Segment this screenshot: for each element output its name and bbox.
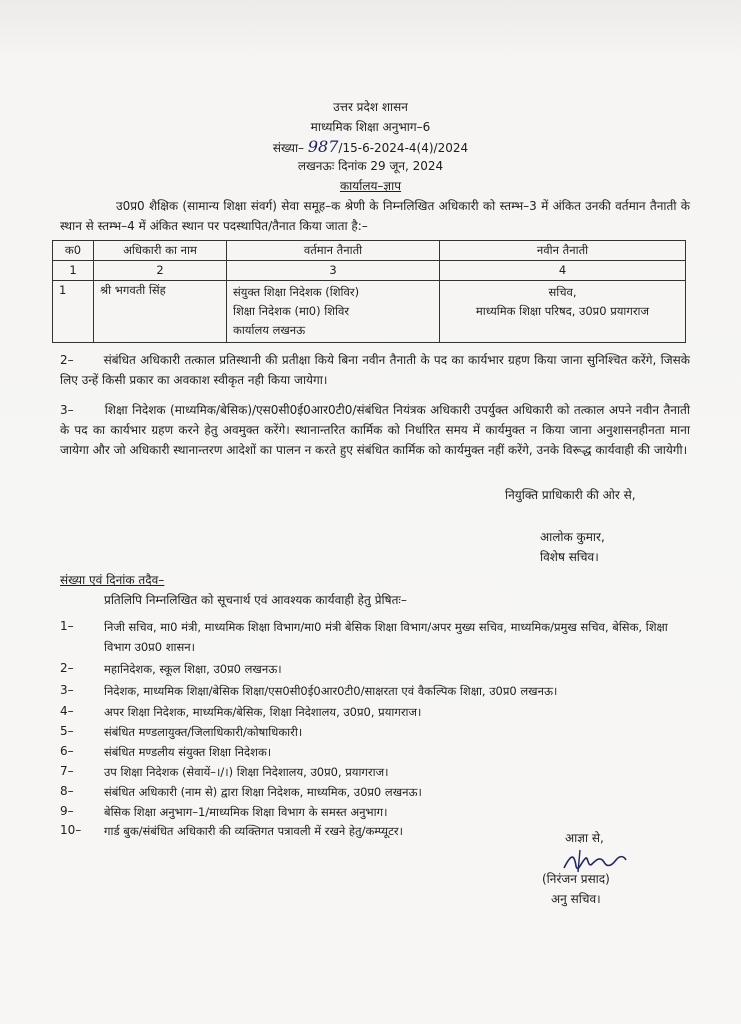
department-name: माध्यमिक शिक्षा अनुभाग–6 [310, 120, 431, 134]
signatory-name: (निरंजन प्रसाद) [542, 872, 610, 886]
list-number: 3– [60, 683, 74, 697]
list-item: अपर शिक्षा निदेशक, माध्यमिक/बेसिक, शिक्षा निदेशालय, उ0प्र0, प्रयागराज। [104, 705, 422, 719]
list-number: 5– [60, 724, 74, 738]
new-line: माध्यमिक शिक्षा परिषद, उ0प्र0 प्रयागराज [475, 304, 650, 318]
col-header-current: वर्तमान तैनाती [227, 241, 440, 261]
paragraph-2 [60, 350, 690, 390]
intro-paragraph: उ0प्र0 शैक्षिक (सामान्य शिक्षा संवर्ग) सेवा समूह–क श्रेणी के निम्नलिखित अधिकारी को स्तम्भ–3 में अंकित उनकी वर्तमान तैनाती के स्थान से स्तम्भ–4 में अंकित स्थान पर पदस्थापित/तैनात किया जाता है:– [60, 199, 690, 233]
office-memo-title: कार्यालय–ज्ञाप [339, 179, 402, 193]
list-item: संबंधित अधिकारी (नाम से) द्वारा शिक्षा निदेशक, माध्यमिक, उ0प्र0 लखनऊ। [104, 785, 422, 799]
paragraph-number: 3– [60, 403, 74, 417]
list-item: उप शिक्षा निदेशक (सेवायें–।/।) शिक्षा निदेशालय, उ0प्र0, प्रयागराज। [104, 765, 389, 779]
list-item: गार्ड बुक/संबंधित अधिकारी की व्यक्तिगत पत्रावली में रखने हेतु/कम्प्यूटर। [104, 824, 403, 838]
posting-table [52, 240, 686, 343]
reference-prefix: संख्या– [272, 141, 308, 155]
list-number: 6– [60, 744, 74, 758]
list-number: 8– [60, 784, 74, 798]
col-number: 3 [227, 261, 440, 281]
current-line: संयुक्त शिक्षा निदेशक (शिविर) [233, 285, 360, 299]
col-number: 1 [53, 261, 94, 281]
on-behalf-line: नियुक्ति प्राधिकारी की ओर से, [505, 488, 636, 502]
list-number: 7– [60, 764, 74, 778]
new-line: सचिव, [548, 285, 577, 299]
number-date-same: संख्या एवं दिनांक तदैव– [60, 573, 165, 587]
list-item: संबंधित मण्डलीय संयुक्त शिक्षा निदेशक। [104, 745, 272, 759]
reference-number [0, 137, 741, 156]
col-header-officer: अधिकारी का नाम [94, 241, 227, 261]
col-number: 2 [94, 261, 227, 281]
paragraph-3 [60, 400, 690, 460]
issue-date: लखनऊः दिनांक 29 जून, 2024 [297, 159, 444, 173]
copy-intro: प्रतिलिपि निम्नलिखित को सूचनार्थ एवं आवश्यक कार्यवाही हेतु प्रेषितः– [104, 593, 407, 607]
current-line: कार्यालय लखनऊ [233, 323, 306, 337]
paragraph-number: 2– [60, 353, 74, 367]
list-item: निजी सचिव, मा0 मंत्री, माध्यमिक शिक्षा विभाग/मा0 मंत्री बेसिक शिक्षा विभाग/अपर मुख्य सचिव, माध्यमिक/प्रमुख सचिव, बेसिक, शिक्षा विभाग उ0प्र0 शासन। [104, 620, 668, 654]
signatory-designation: अनु सचिव। [551, 892, 601, 906]
list-number: 10– [60, 823, 82, 837]
list-item: निदेशक, माध्यमिक शिक्षा/बेसिक शिक्षा/एस0सी0ई0आर0टी0/साक्षरता एवं वैकल्पिक शिक्षा, उ0प्र0 लखनऊ। [104, 684, 558, 698]
cell-officer: श्री भगवती सिंह [94, 281, 227, 343]
list-number: 1– [60, 619, 74, 633]
signatory-designation: विशेष सचिव। [540, 550, 599, 564]
paragraph-text: शिक्षा निदेशक (माध्यमिक/बेसिक)/एस0सी0ई0आर0टी0/संबंधित नियंत्रक अधिकारी उपर्युक्त अधिकारी को तत्काल अपने नवीन तैनाती के पद का कार्यभार ग्रहण करने हेतु अवमुक्त करेंगे। स्थानान्तरित कार्मिक को निर्धारित समय में कार्यमुक्त न किया जाना अनुशासनहीनता माना जायेगा और जो अधिकारी स्थानान्तरण आदेशों का पालन न करते हुए संबंधित कार्मिक को कार्यमुक्त नहीं करेंगे, उनके विरूद्ध कार्यवाही की जायेगी। [60, 403, 691, 457]
cell-sno: 1 [53, 281, 94, 343]
govt-name: उत्तर प्रदेश शासन [333, 100, 408, 114]
reference-suffix: /15-6-2024-4(4)/2024 [338, 141, 469, 155]
list-number: 2– [60, 661, 74, 675]
col-number: 4 [440, 261, 686, 281]
paragraph-text: संबंधित अधिकारी तत्काल प्रतिस्थानी की प्रतीक्षा किये बिना नवीन तैनाती के पद का कार्यभार ग्रहण किया जाना सुनिश्चित करेंगे, जिसके लिए उन्हें किसी प्रकार का अवकाश स्वीकृत नही किया जायेगा। [60, 353, 690, 387]
current-line: शिक्षा निदेशक (मा0) शिविर [233, 304, 350, 318]
col-header-sno: क0 [53, 241, 94, 261]
signatory-name: आलोक कुमार, [540, 530, 605, 544]
reference-handwritten: 987 [307, 137, 339, 156]
list-item: संबंधित मण्डलायुक्त/जिलाधिकारी/कोषाधिकारी। [104, 725, 303, 739]
cell-current-posting [227, 281, 440, 343]
by-order: आज्ञा से, [565, 831, 604, 845]
col-header-new: नवीन तैनाती [440, 241, 686, 261]
list-number: 4– [60, 704, 74, 718]
cell-new-posting [440, 281, 686, 343]
list-item: बेसिक शिक्षा अनुभाग–1/माध्यमिक शिक्षा विभाग के समस्त अनुभाग। [104, 805, 388, 819]
list-item: महानिदेशक, स्कूल शिक्षा, उ0प्र0 लखनऊ। [104, 662, 282, 676]
list-number: 9– [60, 804, 74, 818]
table-row [53, 281, 686, 343]
